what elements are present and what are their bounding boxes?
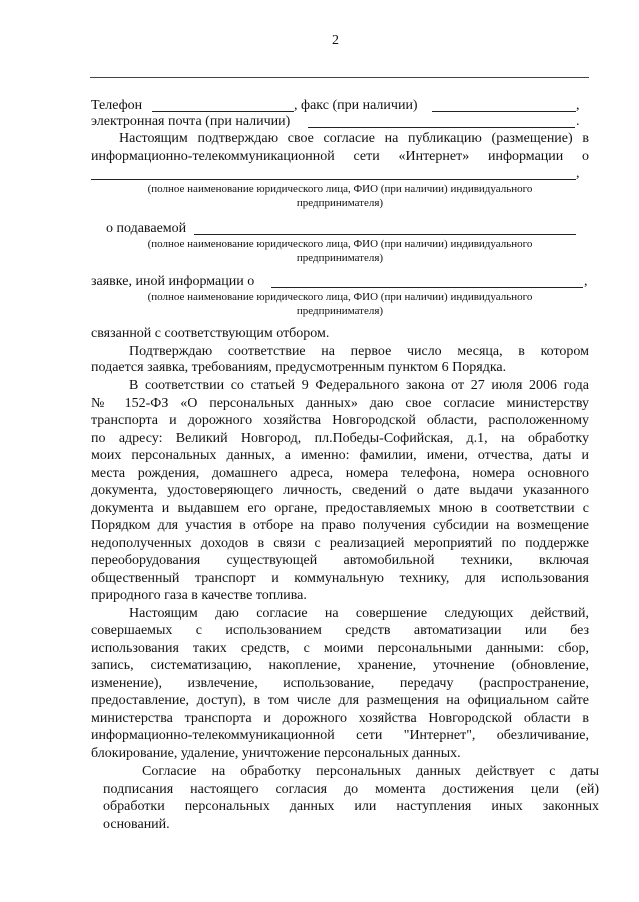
law-line-6: места рождения, домашнего адреса, номера телефона, номера основного [91, 466, 589, 481]
fax-label: , факс (при наличии) [294, 98, 418, 113]
law-line-5: моих персональных данных, а именно: фамилии, имени, отчества, даты и [91, 448, 589, 463]
other-info-label: заявке, иной информации о [91, 274, 255, 289]
actions-line-4: запись, систематизацию, накопление, хранение, уточнение (обновление, [91, 658, 589, 673]
email-label: электронная почта (при наличии) [91, 114, 291, 129]
header-rule [90, 77, 589, 78]
caption-2a: (полное наименование юридического лица, ФИО (при наличии) индивидуального [147, 238, 533, 250]
actions-line-6: предоставление, доступ), в том числе для размещения на официальном сайте [91, 693, 589, 708]
org-name-blank-3 [271, 287, 583, 288]
caption-3b: предпринимателя) [296, 305, 384, 317]
validity-line-3: обработки персональных данных или наступления иных законных [103, 799, 599, 814]
validity-line-4: оснований. [103, 817, 170, 832]
comma-mark: , [584, 274, 588, 289]
period-mark: . [576, 114, 580, 129]
page-number: 2 [332, 33, 339, 48]
law-line-9: Порядком для участия в отборе на право получения субсидии на возмещение [91, 518, 589, 533]
actions-line-5: изменение), извлечение, использование, передачу (распространение, [91, 676, 589, 691]
law-line-13: природного газа в качестве топлива. [91, 588, 307, 603]
law-line-3: транспорта и дорожного хозяйства Новгородской области, расположенному [91, 413, 589, 428]
law-line-12: общественный транспорт и коммунальную технику, для использования [91, 571, 589, 586]
confirm-line-2: подается заявка, требованиям, предусмотренным пунктом 6 Порядка. [91, 360, 507, 375]
phone-blank [152, 111, 294, 112]
actions-line-8: информационно-телекоммуникационной сети "Интернет", обезличивание, [91, 728, 589, 743]
publication-line-1: Настоящим подтверждаю свое согласие на публикацию (размещение) в [119, 131, 589, 146]
confirm-line-1: Подтверждаю соответствие на первое число месяца, в котором [129, 344, 589, 359]
law-line-4: по адресу: Великий Новгород, пл.Победы-Софийская, д.1, на обработку [91, 431, 589, 446]
law-line-1: В соответствии со статьей 9 Федерального закона от 27 июля 2006 года [129, 378, 589, 393]
actions-line-1: Настоящим даю согласие на совершение следующих действий, [129, 606, 589, 621]
actions-line-3: использования таких средств, с моими персональными данными: сбор, [91, 641, 589, 656]
law-line-11: переоборудования существующей автомобильной техники, включая [91, 553, 589, 568]
org-name-blank-1 [91, 179, 576, 180]
validity-line-1: Согласие на обработку персональных данных действует с даты [142, 764, 599, 779]
actions-line-9: блокирование, удаление, уничтожение персональных данных. [91, 746, 461, 761]
caption-1b: предпринимателя) [296, 197, 384, 209]
caption-3a: (полное наименование юридического лица, ФИО (при наличии) индивидуального [147, 291, 533, 303]
actions-line-7: министерства транспорта и дорожного хозяйства Новгородской области в [91, 711, 589, 726]
comma-mark: , [576, 98, 580, 113]
phone-label: Телефон [91, 98, 143, 113]
submitted-label: о подаваемой [106, 221, 187, 236]
law-line-7: документа, удостоверяющего личность, сведений о дате выдачи указанного [91, 483, 589, 498]
org-name-blank-2 [194, 234, 576, 235]
law-line-10: недополученных доходов в связи с реализацией мероприятий по поддержке [91, 536, 589, 551]
fax-blank [432, 111, 576, 112]
email-blank [308, 127, 575, 128]
comma-mark: , [576, 166, 580, 181]
publication-tail: связанной с соответствующим отбором. [91, 326, 330, 341]
caption-2b: предпринимателя) [296, 252, 384, 264]
publication-line-2: информационно-телекоммуникационной сети «Интернет» информации о [91, 149, 589, 164]
actions-line-2: совершаемых с использованием средств автоматизации или без [91, 623, 589, 638]
validity-line-2: подписания настоящего согласия до момента достижения цели (ей) [103, 782, 599, 797]
law-line-2: № 152-ФЗ «О персональных данных» даю свое согласие министерству [91, 396, 589, 411]
caption-1a: (полное наименование юридического лица, ФИО (при наличии) индивидуального [147, 183, 533, 195]
law-line-8: документа и выдавшем его органе, предоставляемых мною в соответствии с [91, 501, 589, 516]
